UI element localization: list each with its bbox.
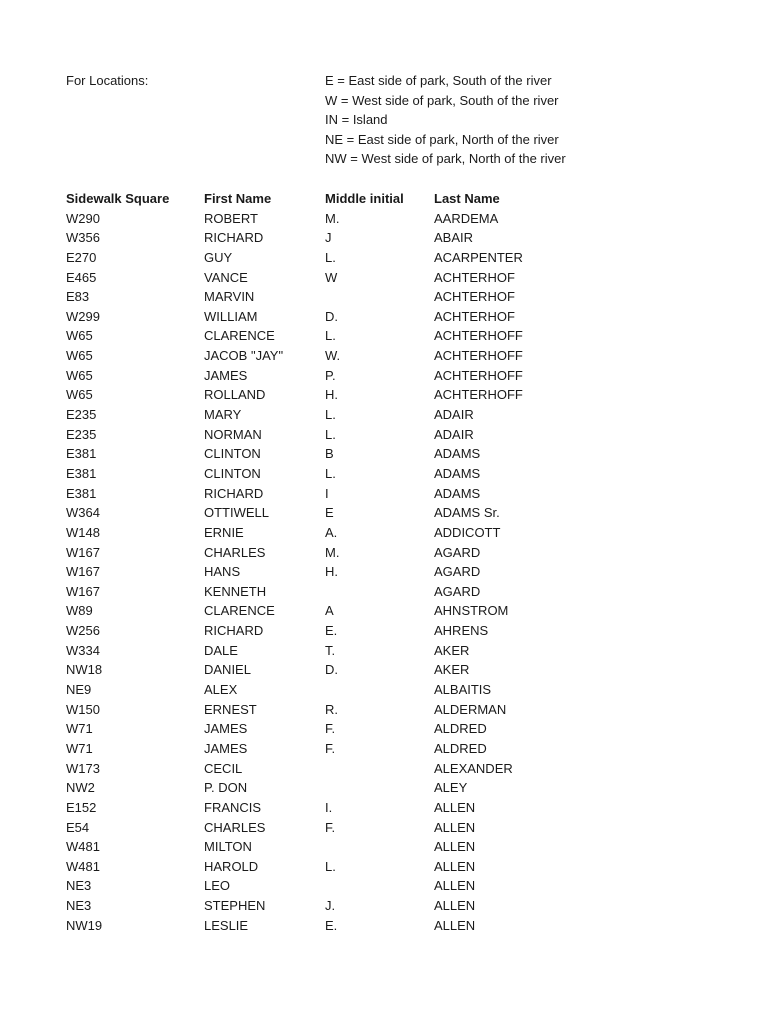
last-name-cell: ACHTERHOFF (434, 348, 523, 364)
middle-initial-cell (325, 680, 434, 700)
table-row (66, 660, 706, 680)
sidewalk-square-cell: E381 (66, 485, 97, 501)
first-name-cell: FRANCIS (204, 799, 262, 815)
last-name-cell: ALDRED (434, 721, 487, 737)
table-row (66, 405, 706, 425)
last-name-cell: AHNSTROM (434, 603, 509, 619)
legend-item: E = East side of park, South of the river (325, 73, 552, 88)
table-header-row (66, 189, 706, 209)
middle-initial-cell: W (325, 269, 338, 285)
middle-initial-cell (325, 759, 434, 779)
sidewalk-square-cell: W481 (66, 858, 100, 874)
last-name-cell: ALLEN (434, 858, 476, 874)
sidewalk-square-cell: W65 (66, 367, 93, 383)
legend-item: IN = Island (325, 112, 388, 128)
last-name-cell: ADAMS (434, 485, 481, 501)
middle-initial-cell: H. (325, 387, 338, 403)
middle-initial-cell: L. (325, 858, 336, 874)
names-table (66, 189, 706, 935)
middle-initial-cell: F. (325, 740, 336, 756)
last-name-cell: ALLEN (434, 799, 476, 815)
table-row (66, 582, 706, 602)
table-row (66, 228, 706, 248)
first-name-cell: P. DON (204, 780, 248, 796)
table-row (66, 366, 706, 386)
first-name-cell: JACOB "JAY" (204, 348, 284, 364)
first-name-cell: VANCE (204, 269, 248, 285)
table-row (66, 818, 706, 838)
middle-initial-cell: F. (325, 819, 336, 835)
first-name-cell: JAMES (204, 721, 248, 737)
last-name-cell: ACHTERHOFF (434, 387, 523, 403)
sidewalk-square-cell: W364 (66, 505, 100, 521)
middle-initial-cell: L. (325, 426, 336, 442)
sidewalk-square-cell: E270 (66, 249, 97, 265)
sidewalk-square-cell: NE9 (66, 682, 92, 698)
first-name-cell: ROLLAND (204, 387, 266, 403)
table-row (66, 484, 706, 504)
table-row (66, 287, 706, 307)
middle-initial-cell: M. (325, 210, 340, 226)
sidewalk-square-cell: NE3 (66, 878, 92, 894)
legend-item: NE = East side of park, North of the river (325, 131, 559, 147)
table-row (66, 385, 706, 405)
middle-initial-cell: E. (325, 623, 338, 639)
last-name-cell: AHRENS (434, 623, 489, 639)
table-row (66, 621, 706, 641)
sidewalk-square-cell: E235 (66, 426, 97, 442)
first-name-cell: WILLIAM (204, 308, 258, 324)
table-row (66, 896, 706, 916)
table-row (66, 680, 706, 700)
header-first-name: First Name (204, 191, 272, 206)
first-name-cell: RICHARD (204, 485, 264, 501)
last-name-cell: ALLEN (434, 917, 476, 933)
table-row (66, 778, 706, 798)
table-row (66, 307, 706, 327)
last-name-cell: ACHTERHOF (434, 289, 515, 305)
sidewalk-square-cell: E83 (66, 289, 90, 305)
table-row (66, 837, 706, 857)
last-name-cell: ACHTERHOF (434, 308, 515, 324)
first-name-cell: HAROLD (204, 858, 259, 874)
first-name-cell: JAMES (204, 367, 248, 383)
middle-initial-cell (325, 287, 434, 307)
last-name-cell: ACARPENTER (434, 249, 523, 265)
first-name-cell: STEPHEN (204, 898, 266, 914)
sidewalk-square-cell: E152 (66, 799, 97, 815)
sidewalk-square-cell: W71 (66, 721, 93, 737)
legend-item: W = West side of park, South of the river (325, 92, 559, 108)
table-row (66, 268, 706, 288)
sidewalk-square-cell: W65 (66, 387, 93, 403)
first-name-cell: JAMES (204, 740, 248, 756)
sidewalk-square-cell: W334 (66, 642, 100, 658)
table-row (66, 719, 706, 739)
middle-initial-cell (325, 876, 434, 896)
first-name-cell: NORMAN (204, 426, 262, 442)
middle-initial-cell: D. (325, 308, 338, 324)
middle-initial-cell: L. (325, 328, 336, 344)
sidewalk-square-cell: W299 (66, 308, 100, 324)
table-row (66, 916, 706, 936)
middle-initial-cell: J. (325, 898, 336, 914)
sidewalk-square-cell: W65 (66, 328, 93, 344)
sidewalk-square-cell: W167 (66, 583, 100, 599)
sidewalk-square-cell: W290 (66, 210, 100, 226)
table-row (66, 759, 706, 779)
first-name-cell: DANIEL (204, 662, 251, 678)
table-row (66, 209, 706, 229)
table-row (66, 543, 706, 563)
last-name-cell: ALLEN (434, 898, 476, 914)
last-name-cell: ADDICOTT (434, 524, 501, 540)
last-name-cell: AGARD (434, 564, 481, 580)
sidewalk-square-cell: W71 (66, 740, 93, 756)
first-name-cell: CLARENCE (204, 603, 275, 619)
first-name-cell: LESLIE (204, 917, 249, 933)
last-name-cell: AKER (434, 642, 470, 658)
middle-initial-cell: J (325, 230, 332, 246)
first-name-cell: MARVIN (204, 289, 255, 305)
sidewalk-square-cell: W167 (66, 564, 100, 580)
middle-initial-cell: I. (325, 799, 333, 815)
last-name-cell: ADAIR (434, 426, 474, 442)
middle-initial-cell: L. (325, 465, 336, 481)
first-name-cell: LEO (204, 878, 231, 894)
table-row (66, 326, 706, 346)
last-name-cell: ALEXANDER (434, 760, 513, 776)
legend-item: NW = West side of park, North of the river (325, 151, 566, 167)
first-name-cell: RICHARD (204, 623, 264, 639)
middle-initial-cell: W. (325, 348, 341, 364)
sidewalk-square-cell: W89 (66, 603, 93, 619)
middle-initial-cell: T. (325, 642, 336, 658)
sidewalk-square-cell: W167 (66, 544, 100, 560)
table-row (66, 464, 706, 484)
middle-initial-cell: H. (325, 564, 338, 580)
middle-initial-cell: P. (325, 367, 336, 383)
middle-initial-cell: E. (325, 917, 338, 933)
last-name-cell: AARDEMA (434, 210, 499, 226)
first-name-cell: KENNETH (204, 583, 267, 599)
table-row (66, 444, 706, 464)
table-row (66, 601, 706, 621)
last-name-cell: ACHTERHOFF (434, 367, 523, 383)
first-name-cell: DALE (204, 642, 238, 658)
last-name-cell: AGARD (434, 583, 481, 599)
table-row (66, 739, 706, 759)
header-middle-initial: Middle initial (325, 191, 404, 206)
last-name-cell: ADAMS Sr. (434, 505, 500, 521)
last-name-cell: ALLEN (434, 839, 476, 855)
middle-initial-cell: I (325, 485, 329, 501)
last-name-cell: ALLEN (434, 878, 476, 894)
last-name-cell: AKER (434, 662, 470, 678)
sidewalk-square-cell: E465 (66, 269, 97, 285)
middle-initial-cell: L. (325, 249, 336, 265)
table-row (66, 876, 706, 896)
sidewalk-square-cell: NW2 (66, 780, 95, 796)
last-name-cell: ALEY (434, 780, 468, 796)
sidewalk-square-cell: W65 (66, 348, 93, 364)
first-name-cell: CHARLES (204, 544, 266, 560)
middle-initial-cell: E (325, 505, 334, 521)
header-sidewalk-square: Sidewalk Square (66, 191, 170, 206)
first-name-cell: ERNIE (204, 524, 244, 540)
first-name-cell: ROBERT (204, 210, 258, 226)
table-row (66, 798, 706, 818)
middle-initial-cell: B (325, 446, 334, 462)
first-name-cell: ALEX (204, 682, 238, 698)
last-name-cell: ALDRED (434, 740, 487, 756)
last-name-cell: ALDERMAN (434, 701, 507, 717)
middle-initial-cell (325, 582, 434, 602)
first-name-cell: MILTON (204, 839, 252, 855)
first-name-cell: CLARENCE (204, 328, 275, 344)
middle-initial-cell: A (325, 603, 334, 619)
table-row (66, 346, 706, 366)
first-name-cell: CHARLES (204, 819, 266, 835)
last-name-cell: ALBAITIS (434, 682, 492, 698)
middle-initial-cell: F. (325, 721, 336, 737)
first-name-cell: MARY (204, 407, 242, 423)
last-name-cell: ADAMS (434, 465, 481, 481)
table-row (66, 700, 706, 720)
last-name-cell: ABAIR (434, 230, 474, 246)
sidewalk-square-cell: NW19 (66, 917, 103, 933)
sidewalk-square-cell: NE3 (66, 898, 92, 914)
last-name-cell: ACHTERHOFF (434, 328, 523, 344)
middle-initial-cell: A. (325, 524, 338, 540)
first-name-cell: CECIL (204, 760, 243, 776)
legend-title: For Locations: (66, 73, 149, 88)
first-name-cell: GUY (204, 249, 233, 265)
middle-initial-cell: L. (325, 407, 336, 423)
first-name-cell: OTTIWELL (204, 505, 270, 521)
middle-initial-cell: M. (325, 544, 340, 560)
first-name-cell: ERNEST (204, 701, 257, 717)
sidewalk-square-cell: E235 (66, 407, 97, 423)
table-row (66, 248, 706, 268)
table-row (66, 641, 706, 661)
last-name-cell: ALLEN (434, 819, 476, 835)
sidewalk-square-cell: W148 (66, 524, 100, 540)
sidewalk-square-cell: NW18 (66, 662, 103, 678)
table-row (66, 503, 706, 523)
middle-initial-cell (325, 778, 434, 798)
sidewalk-square-cell: W356 (66, 230, 100, 246)
sidewalk-square-cell: E54 (66, 819, 90, 835)
sidewalk-square-cell: W150 (66, 701, 100, 717)
table-row (66, 523, 706, 543)
last-name-cell: ACHTERHOF (434, 269, 515, 285)
legend-list (325, 71, 566, 169)
table-row (66, 562, 706, 582)
middle-initial-cell: D. (325, 662, 338, 678)
last-name-cell: ADAIR (434, 407, 474, 423)
table-row (66, 857, 706, 877)
first-name-cell: HANS (204, 564, 241, 580)
sidewalk-square-cell: W481 (66, 839, 100, 855)
last-name-cell: ADAMS (434, 446, 481, 462)
table-row (66, 425, 706, 445)
first-name-cell: CLINTON (204, 465, 261, 481)
sidewalk-square-cell: E381 (66, 446, 97, 462)
sidewalk-square-cell: W173 (66, 760, 100, 776)
last-name-cell: AGARD (434, 544, 481, 560)
first-name-cell: RICHARD (204, 230, 264, 246)
sidewalk-square-cell: E381 (66, 465, 97, 481)
middle-initial-cell (325, 837, 434, 857)
header-last-name: Last Name (434, 191, 500, 206)
middle-initial-cell: R. (325, 701, 338, 717)
first-name-cell: CLINTON (204, 446, 261, 462)
sidewalk-square-cell: W256 (66, 623, 100, 639)
